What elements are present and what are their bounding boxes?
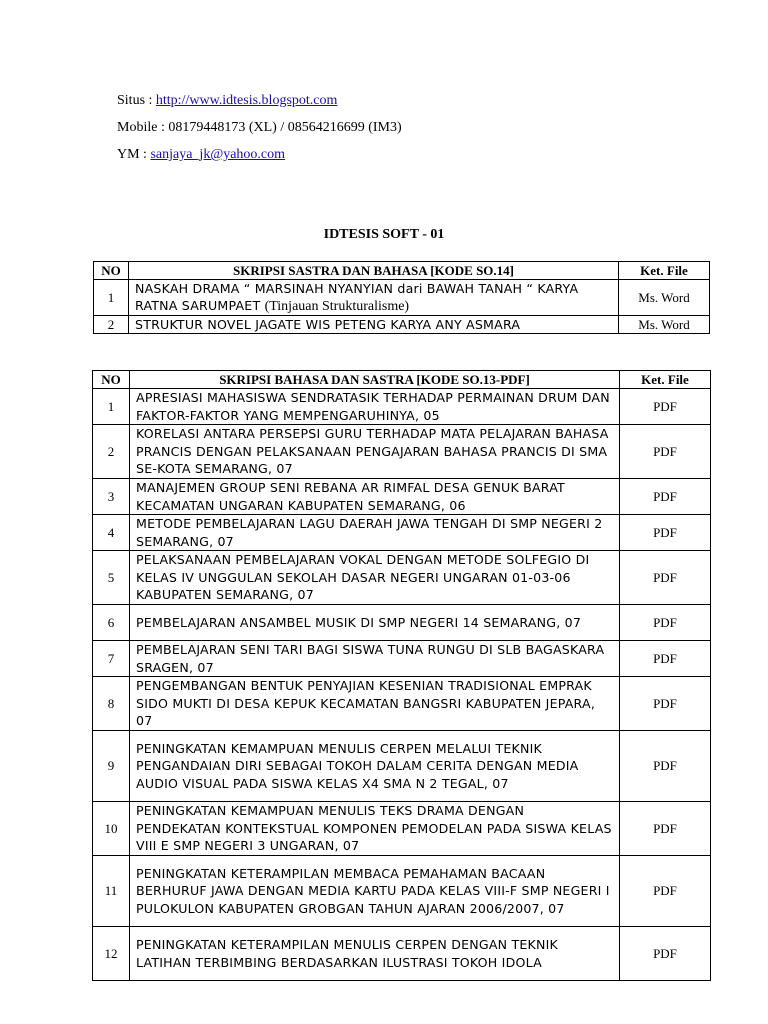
row-title-text: NASKAH DRAMA “ MARSINAH NYANYIAN dari BAWAH TANAH “ KARYA RATNA SARUMPAET: [135, 281, 579, 313]
table-row: [93, 856, 711, 927]
row-title: APRESIASI MAHASISWA SENDRATASIK TERHADAP PERMAINAN DRUM DAN FAKTOR-FAKTOR YANG MEMPENGARUHINYA, 05: [130, 389, 620, 425]
table-row: [93, 389, 711, 425]
site-label: Situs :: [117, 93, 156, 108]
row-number: 2: [94, 316, 129, 334]
row-number: 3: [93, 479, 130, 515]
header-file: Ket. File: [620, 371, 711, 389]
site-line: [117, 93, 337, 109]
table-row: [93, 515, 711, 551]
row-title: PENINGKATAN KETERAMPILAN MENULIS CERPEN DENGAN TEKNIK LATIHAN TERBIMBING BERDASARKAN ILUSTRASI TOKOH IDOLA: [130, 927, 620, 981]
row-title: PEMBELAJARAN ANSAMBEL MUSIK DI SMP NEGERI 14 SEMARANG, 07: [130, 605, 620, 641]
table-row: [93, 425, 711, 479]
site-link[interactable]: http://www.idtesis.blogspot.com: [155, 93, 338, 108]
table-row: [94, 316, 710, 334]
table-row: [93, 677, 711, 731]
row-title: PENINGKATAN KEMAMPUAN MENULIS CERPEN MELALUI TEKNIK PENGANDAIAN DIRI SEBAGAI TOKOH DALAM CERITA DENGAN MEDIA AUDIO VISUAL PADA SISWA KELAS X4 SMA N 2 TEGAL, 07: [130, 731, 620, 802]
table-row: [94, 280, 710, 316]
row-number: 7: [93, 641, 130, 677]
header-file: Ket. File: [619, 262, 710, 280]
row-file-type: PDF: [620, 927, 711, 981]
row-file-type: PDF: [620, 479, 711, 515]
row-number: 10: [93, 802, 130, 856]
table-row: [93, 479, 711, 515]
row-file-type: PDF: [620, 515, 711, 551]
row-number: 5: [93, 551, 130, 605]
ym-line: [117, 147, 285, 163]
row-file-type: PDF: [620, 731, 711, 802]
row-file-type: Ms. Word: [619, 316, 710, 334]
table-sastra-bahasa: [93, 261, 710, 334]
row-title: [129, 280, 619, 316]
table-row: [93, 641, 711, 677]
row-file-type: PDF: [620, 856, 711, 927]
row-file-type: PDF: [620, 551, 711, 605]
row-number: 1: [94, 280, 129, 316]
row-number: 12: [93, 927, 130, 981]
table-bahasa-sastra-pdf: [92, 370, 711, 981]
row-file-type: PDF: [620, 677, 711, 731]
table-row: [93, 927, 711, 981]
row-number: 6: [93, 605, 130, 641]
row-title: PEMBELAJARAN SENI TARI BAGI SISWA TUNA RUNGU DI SLB BAGASKARA SRAGEN, 07: [130, 641, 620, 677]
row-title: PENINGKATAN KEMAMPUAN MENULIS TEKS DRAMA DENGAN PENDEKATAN KONTEKSTUAL KOMPONEN PEMODELAN PADA SISWA KELAS VIII E SMP NEGERI 3 UNGARAN, 07: [130, 802, 620, 856]
row-title: PENINGKATAN KETERAMPILAN MEMBACA PEMAHAMAN BACAAN BERHURUF JAWA DENGAN MEDIA KARTU PADA KELAS VIII-F SMP NEGERI I PULOKULON KABUPATEN GROBGAN TAHUN AJARAN 2006/2007, 07: [130, 856, 620, 927]
table-header-row: [93, 371, 711, 389]
row-title: MANAJEMEN GROUP SENI REBANA AR RIMFAL DESA GENUK BARAT KECAMATAN UNGARAN KABUPATEN SEMARANG, 06: [130, 479, 620, 515]
row-number: 4: [93, 515, 130, 551]
row-number: 1: [93, 389, 130, 425]
row-number: 9: [93, 731, 130, 802]
mobile-line: Mobile : 08179448173 (XL) / 08564216699 (IM3): [117, 120, 402, 135]
row-file-type: Ms. Word: [619, 280, 710, 316]
row-number: 11: [93, 856, 130, 927]
row-title: METODE PEMBELAJARAN LAGU DAERAH JAWA TENGAH DI SMP NEGERI 2 SEMARANG, 07: [130, 515, 620, 551]
row-number: 2: [93, 425, 130, 479]
header-title: SKRIPSI BAHASA DAN SASTRA [KODE SO.13-PDF]: [130, 371, 620, 389]
table-row: [93, 731, 711, 802]
row-title: PELAKSANAAN PEMBELAJARAN VOKAL DENGAN METODE SOLFEGIO DI KELAS IV UNGGULAN SEKOLAH DASAR NEGERI UNGARAN 01-03-06 KABUPATEN SEMARANG, 07: [130, 551, 620, 605]
table-row: [93, 605, 711, 641]
document-title: IDTESIS SOFT - 01: [323, 227, 445, 242]
header-no: NO: [93, 371, 130, 389]
row-title-note: (Tinjauan Strukturalisme): [264, 299, 410, 314]
row-file-type: PDF: [620, 605, 711, 641]
table-row: [93, 802, 711, 856]
header-no: NO: [94, 262, 129, 280]
row-file-type: PDF: [620, 425, 711, 479]
ym-email-link[interactable]: sanjaya_jk@yahoo.com: [150, 147, 286, 162]
table-row: [93, 551, 711, 605]
header-title: SKRIPSI SASTRA DAN BAHASA [KODE SO.14]: [129, 262, 619, 280]
ym-label: YM :: [117, 147, 151, 162]
row-title: STRUKTUR NOVEL JAGATE WIS PETENG KARYA ANY ASMARA: [129, 316, 619, 334]
table-header-row: [94, 262, 710, 280]
row-title: PENGEMBANGAN BENTUK PENYAJIAN KESENIAN TRADISIONAL EMPRAK SIDO MUKTI DI DESA KEPUK KECAMATAN BANGSRI KABUPATEN JEPARA, 07: [130, 677, 620, 731]
row-title: KORELASI ANTARA PERSEPSI GURU TERHADAP MATA PELAJARAN BAHASA PRANCIS DENGAN PELAKSANAAN PENGAJARAN BAHASA PRANCIS DI SMA SE-KOTA SEMARANG, 07: [130, 425, 620, 479]
row-file-type: PDF: [620, 389, 711, 425]
row-file-type: PDF: [620, 802, 711, 856]
row-number: 8: [93, 677, 130, 731]
row-file-type: PDF: [620, 641, 711, 677]
